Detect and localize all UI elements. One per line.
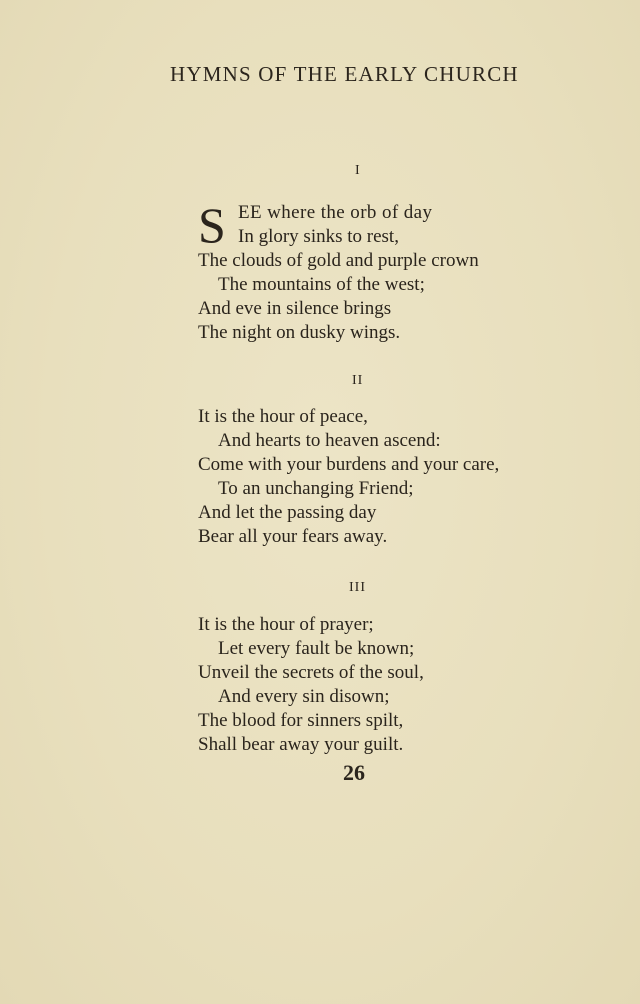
stanza-1-line-3: The clouds of gold and purple crown (198, 250, 479, 271)
stanza-2-line-2: And hearts to heaven ascend: (218, 430, 441, 451)
running-title: HYMNS OF THE EARLY CHURCH (170, 62, 519, 86)
stanza-1-line-6: The night on dusky wings. (198, 322, 401, 343)
stanza-3-line-5: The blood for sinners spilt, (198, 710, 404, 731)
stanza-1-line-2: In glory sinks to rest, (238, 226, 399, 247)
stanza-2-line-1: It is the hour of peace, (198, 406, 368, 427)
stanza-3-line-2: Let every fault be known; (218, 638, 415, 659)
stanza-2-line-4: To an unchanging Friend; (218, 478, 414, 499)
stanza-1-line-5: And eve in silence brings (198, 298, 392, 319)
stanza-3-line-3: Unveil the secrets of the soul, (198, 662, 424, 683)
drop-cap: S (198, 197, 226, 253)
stanza-3-line-1: It is the hour of prayer; (198, 614, 374, 635)
stanza-1-line-1: EE where the orb of day (238, 202, 433, 223)
stanza-2-line-3: Come with your burdens and your care, (198, 454, 500, 475)
stanza-1 (198, 197, 479, 345)
page-number: 26 (343, 760, 365, 785)
stanza-number-2: II (352, 373, 364, 388)
stanza-number-3: III (349, 580, 366, 595)
stanza-3-line-6: Shall bear away your guilt. (198, 734, 404, 755)
stanza-1-line-4: The mountains of the west; (218, 274, 425, 295)
stanza-2-line-5: And let the passing day (198, 502, 377, 523)
stanza-3 (198, 613, 424, 757)
stanza-2 (198, 405, 499, 549)
stanza-2-line-6: Bear all your fears away. (198, 526, 388, 547)
stanza-3-line-4: And every sin disown; (218, 686, 390, 707)
stanza-number-1: I (355, 163, 361, 178)
